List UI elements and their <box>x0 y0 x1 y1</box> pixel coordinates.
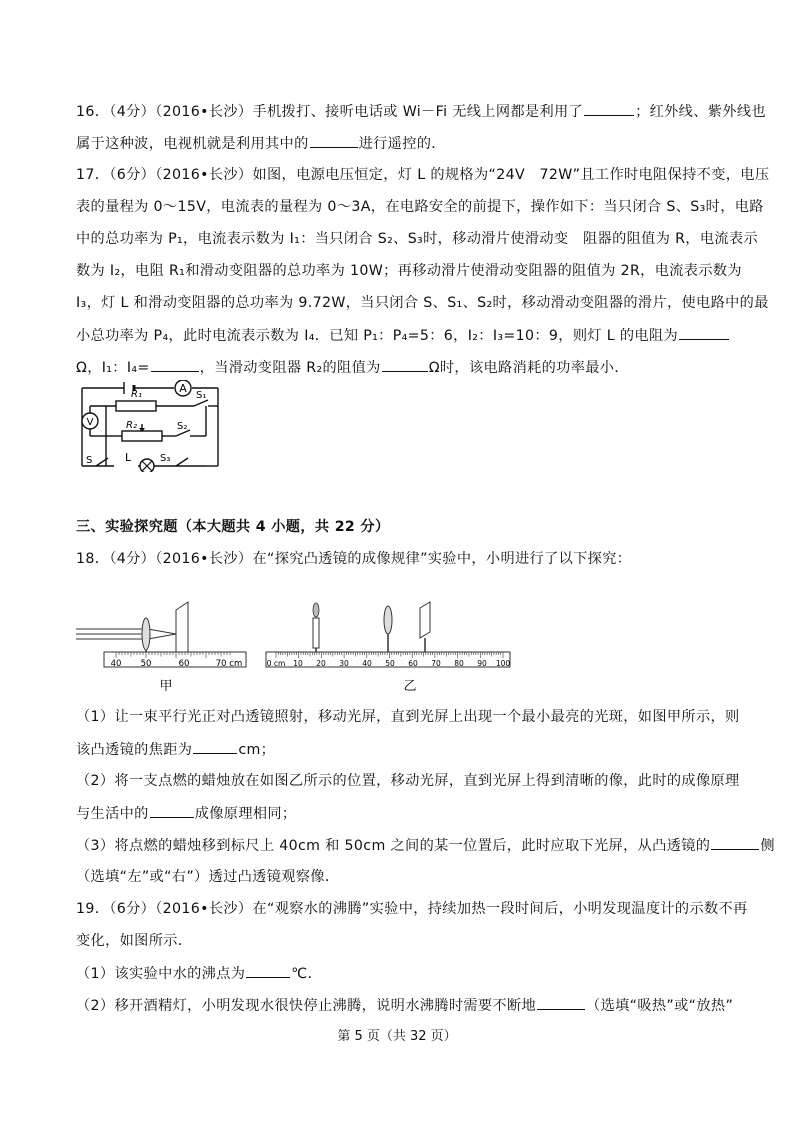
q16-text: 进行遥控的． <box>358 136 446 152</box>
voltmeter-icon <box>82 413 98 429</box>
q19-text: ℃． <box>291 966 323 982</box>
answer-blank <box>584 101 634 116</box>
tick-label: 100 <box>495 659 511 668</box>
q18-p2-line-1: （2）将一支点燃的蜡烛放在如图乙所示的位置，移动光屏，直到光屏上得到清晰的像，此时的成像原理 <box>76 773 740 789</box>
candle-icon <box>313 603 319 656</box>
tick-label: 0 cm <box>266 659 286 668</box>
answer-blank <box>150 803 194 818</box>
answer-blank <box>382 357 428 372</box>
tick-label: 40 <box>110 659 122 669</box>
q17-line-4: 数为 I₂，电阻 R₁和滑动变阻器的总功率为 10W；再移动滑片使滑动变阻器的阻值为 2R，电流表示数为 <box>76 263 742 279</box>
s-label: S <box>86 455 93 466</box>
answer-blank <box>151 357 199 372</box>
q18-intro: 18．（4分）（2016•长沙）在“探究凸透镜的成像规律”实验中，小明进行了以下探究： <box>76 551 632 567</box>
tick-label: 30 <box>339 659 349 668</box>
tick-label: 90 <box>477 659 487 668</box>
s2-label: S₂ <box>177 421 188 432</box>
tick-label: 40 <box>362 659 372 668</box>
q17-line-6 <box>76 325 730 346</box>
q19-text: （1）该实验中水的沸点为 <box>76 966 246 982</box>
ammeter-label: A <box>179 382 187 395</box>
q18-p1-line-1: （1）让一束平行光正对凸透镜照射，移动光屏，直到光屏上出现一个最小最亮的光斑，如图甲所示，则 <box>76 709 740 725</box>
voltmeter-label: V <box>86 417 94 428</box>
circuit-diagram <box>76 380 226 472</box>
tick-label: 60 <box>178 659 190 669</box>
q19-line-2: 变化，如图所示． <box>76 933 193 949</box>
answer-blank <box>537 995 585 1010</box>
tick-label: 10 <box>293 659 303 668</box>
answer-blank <box>246 963 290 978</box>
figure-caption: 甲 <box>159 679 173 694</box>
tick-label: 70 cm <box>215 659 243 669</box>
rheostat-r2 <box>122 431 162 441</box>
q19-line-1: 19．（6分）（2016•长沙）在“观察水的沸腾”实验中，持续加热一段时间后，小明发现温度计的示数不再 <box>76 901 748 917</box>
q16-line-2 <box>76 133 446 154</box>
q18-text: 该凸透镜的焦距为 <box>76 742 193 758</box>
q19-p1 <box>76 963 322 984</box>
answer-blank <box>310 133 358 148</box>
tick-label: 20 <box>316 659 326 668</box>
q16-text: ；红外线、紫外线也 <box>635 104 766 120</box>
tick-label: 50 <box>140 659 152 669</box>
tick-label: 50 <box>385 659 395 668</box>
lamp-icon <box>140 459 154 472</box>
q19-p2 <box>76 995 733 1016</box>
q16-text: 属于这种波，电视机就是利用其中的 <box>76 136 309 152</box>
answer-blank <box>711 835 759 850</box>
r2-label: R₂ <box>126 420 137 431</box>
q18-p3-line-2: （选填“左”或“右”）透过凸透镜观察像． <box>76 869 340 885</box>
q17-line-5: I₃，灯 L 和滑动变阻器的总功率为 9.72W，当只闭合 S、S₁、S₂时，移动滑动变阻器的滑片，使电路中的最 <box>76 295 769 311</box>
q18-text: 成像原理相同； <box>194 806 297 822</box>
ammeter-icon <box>175 380 191 396</box>
q17-line-2: 表的量程为 0～15V，电流表的量程为 0～3A，在电路安全的前提下，操作如下：当只闭合 S、S₃时，电路 <box>76 199 764 215</box>
figure-yi <box>264 598 514 696</box>
q18-p2-line-2 <box>76 803 296 824</box>
answer-blank <box>193 739 237 754</box>
q18-p1-line-2 <box>76 739 275 760</box>
s1-label: S₁ <box>196 390 207 401</box>
q18-text: cm； <box>238 742 276 758</box>
section-title: 三、实验探究题（本大题共 4 小题，共 22 分） <box>76 519 390 535</box>
answer-blank <box>679 325 729 340</box>
q19-text: （选填“吸热”或“放热” <box>586 998 734 1014</box>
page-footer: 第 5 页（共 32 页） <box>337 1029 457 1044</box>
q17-line-7 <box>76 357 629 378</box>
figure-caption: 乙 <box>403 679 417 694</box>
q17-text: Ω时，该电路消耗的功率最小． <box>428 360 629 376</box>
screen-icon <box>420 602 430 656</box>
q16-text: 16．（4分）（2016•长沙）手机拨打、接听电话或 Wi－Fi 无线上网都是利用了 <box>76 104 584 120</box>
q18-text: （3）将点燃的蜡烛移到标尺上 40cm 和 50cm 之间的某一位置后，此时应取下光屏，从凸透镜的 <box>76 838 711 854</box>
q18-text: 与生活中的 <box>76 806 149 822</box>
lens-icon <box>384 606 392 656</box>
resistor-r1 <box>116 401 156 411</box>
tick-label: 70 <box>431 659 441 668</box>
q17-text: ，当滑动变阻器 R₂的阻值为 <box>199 360 381 376</box>
lens-icon <box>142 618 150 650</box>
figure-jia <box>76 598 248 696</box>
q18-text: 侧 <box>760 838 775 854</box>
tick-label: 60 <box>408 659 418 668</box>
tick-label: 80 <box>454 659 464 668</box>
q18-p3-line-1 <box>76 835 775 856</box>
q17-line-1: 17．（6分）（2016•长沙）如图，电源电压恒定，灯 L 的规格为“24V 72W”且工作时电阻保持不变，电压 <box>76 167 770 183</box>
q19-text: （2）移开酒精灯，小明发现水很快停止沸腾，说明水沸腾时需要不断地 <box>76 998 537 1014</box>
screen-icon <box>176 602 188 660</box>
q17-text: 小总功率为 P₄，此时电流表示数为 I₄．已知 P₁：P₄=5：6，I₂：I₃=10：9，则灯 L 的电阻为 <box>76 328 679 344</box>
r1-label: R₁ <box>131 389 142 400</box>
s3-label: S₃ <box>160 453 171 464</box>
q17-line-3: 中的总功率为 P₁，电流表示数为 I₁：当只闭合 S₂、S₃时，移动滑片使滑动变 阻器的阻值为 R，电流表示 <box>76 231 758 247</box>
lamp-label: L <box>125 451 132 464</box>
q17-text: Ω，I₁：I₄= <box>76 360 150 376</box>
q16-line-1 <box>76 101 766 122</box>
